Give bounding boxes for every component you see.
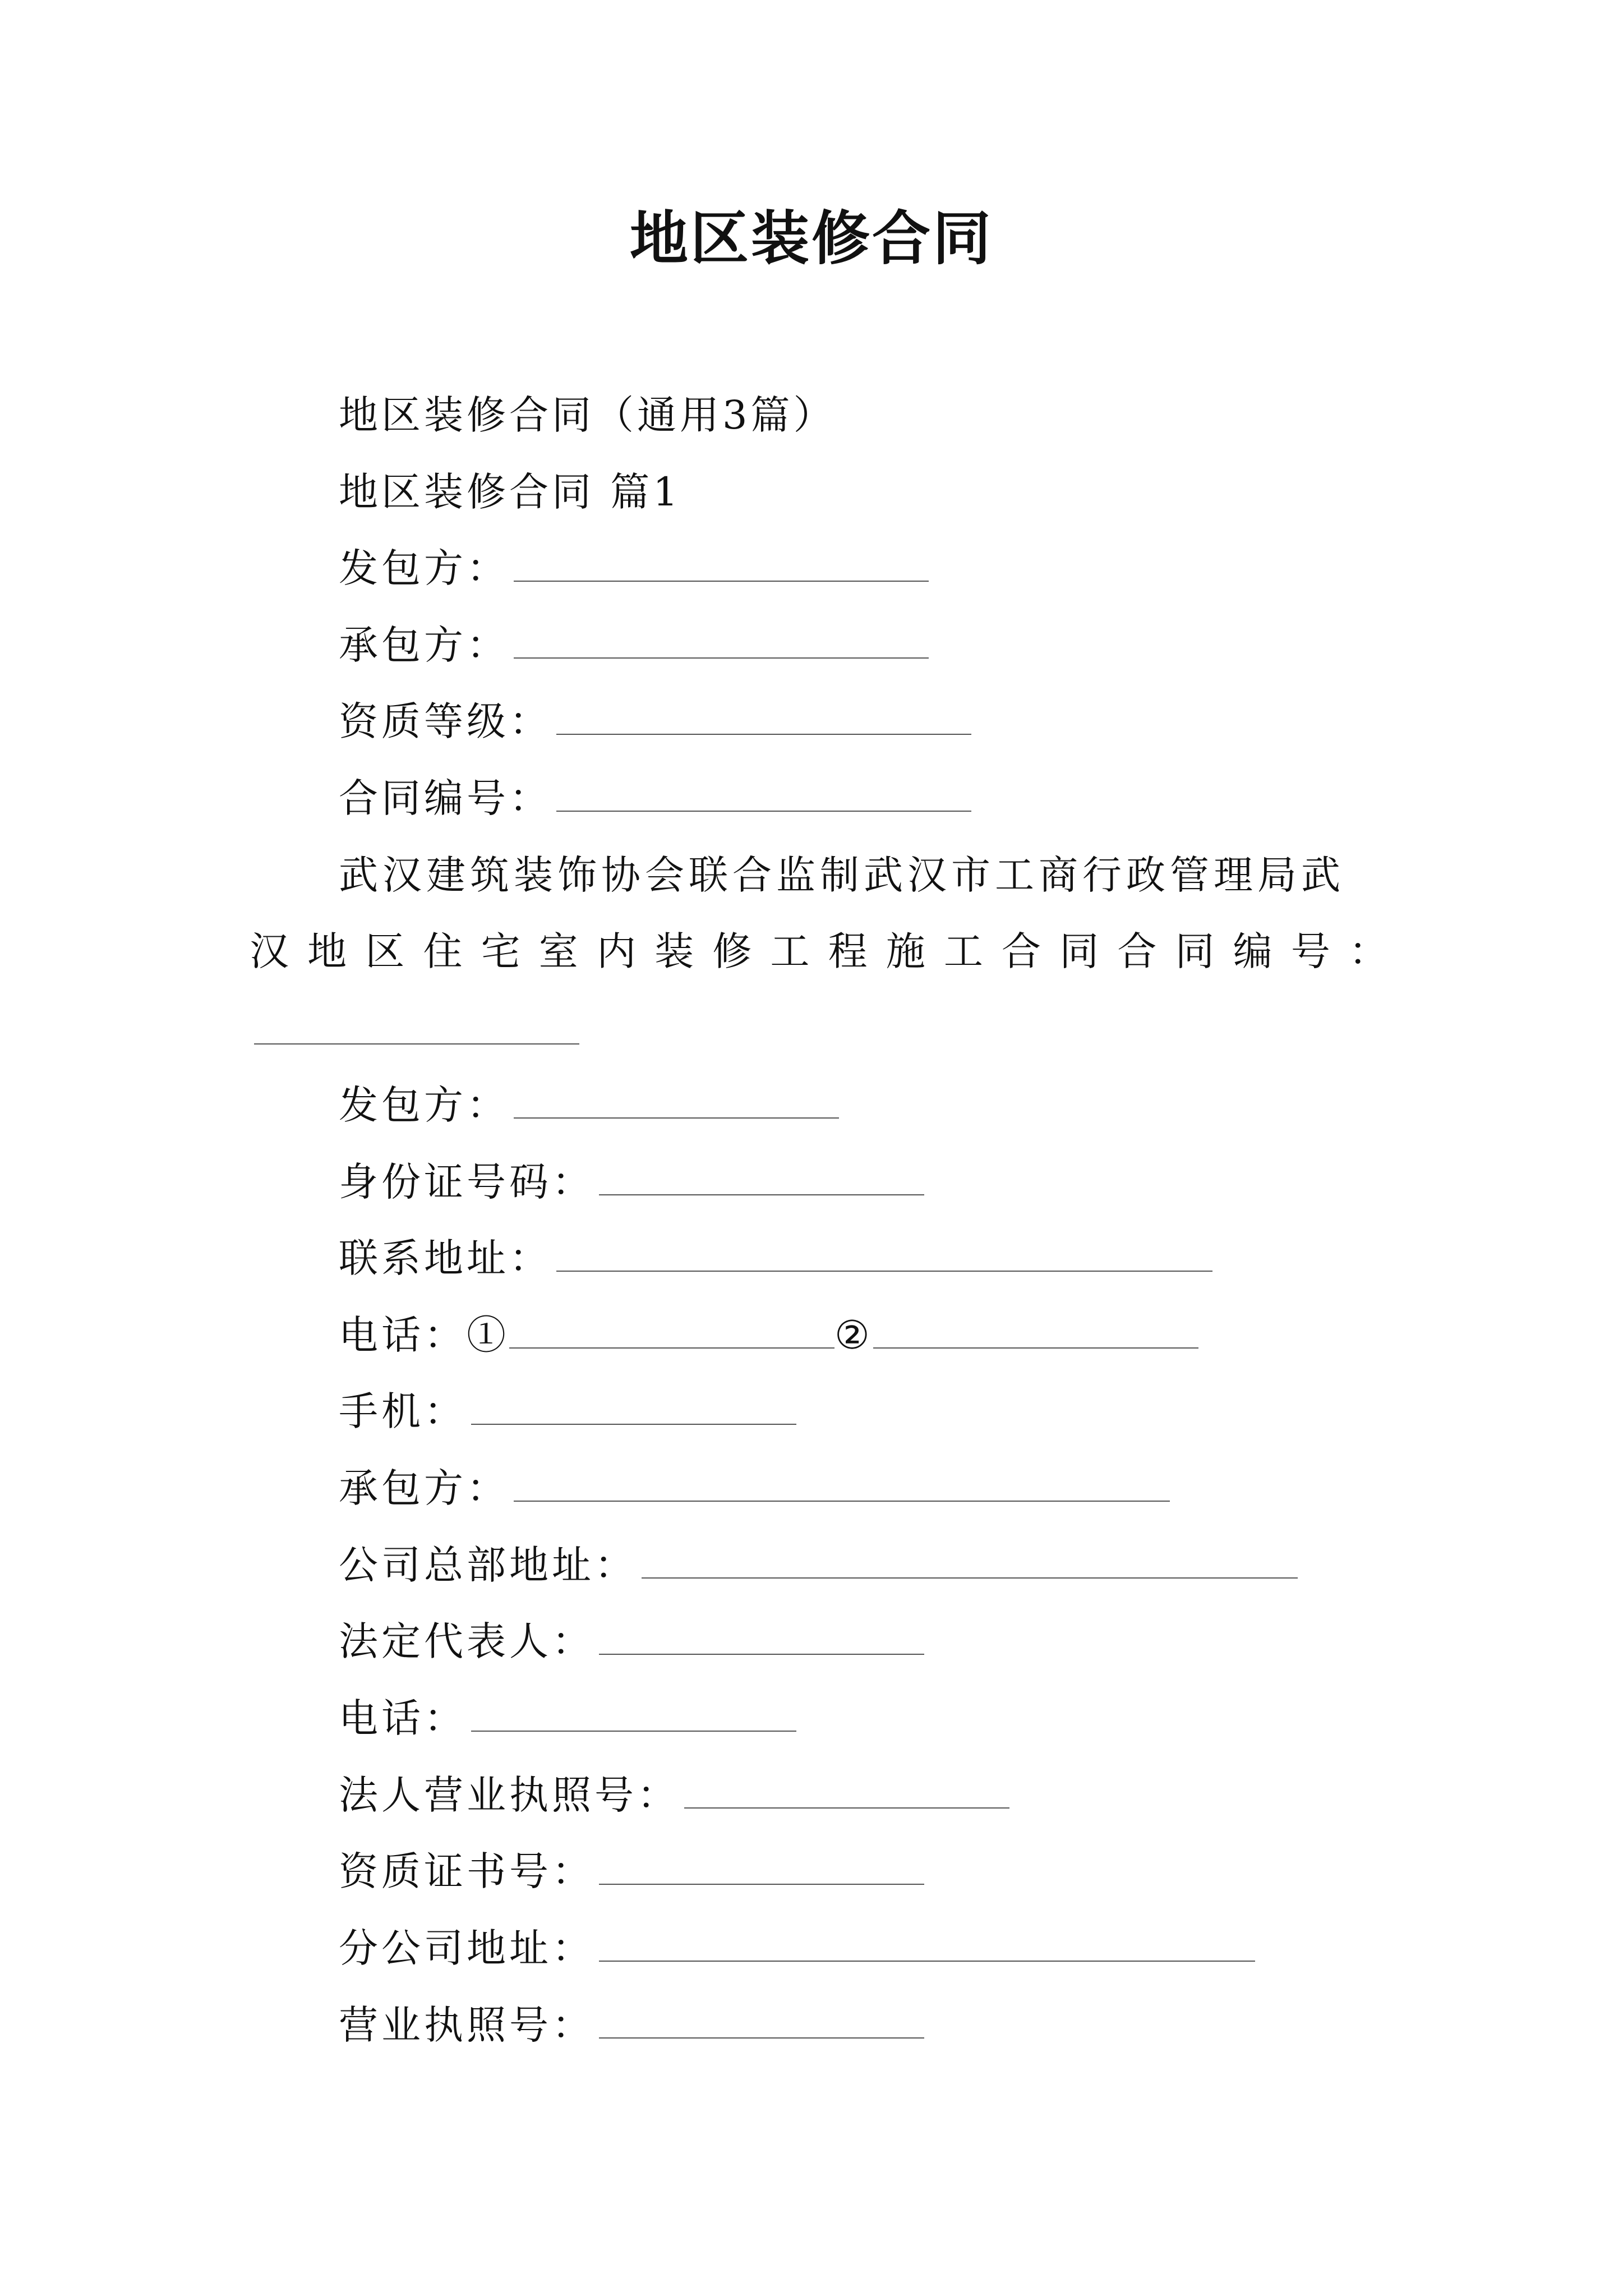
intro-char: 宅 [481, 928, 520, 974]
party-b-phone-blank[interactable] [471, 1699, 796, 1732]
party-b-branch [339, 1920, 1255, 1976]
intro-char: 合 [1117, 928, 1157, 974]
intro-char: 合 [1002, 928, 1041, 974]
field-label: 发包方： [339, 1082, 509, 1128]
party-b-branch-license-blank[interactable] [599, 2006, 924, 2039]
contract-no-blank[interactable] [556, 779, 971, 812]
party-b-phone [339, 1690, 796, 1746]
field-label: 营业执照号： [339, 2002, 594, 2048]
part-heading: 地区装修合同 篇1 [339, 469, 681, 515]
party-a-id [339, 1154, 924, 1210]
intro-char: 装 [654, 928, 694, 974]
contract-number-blank[interactable] [254, 1043, 579, 1045]
intro-line-2 [250, 923, 1388, 979]
party-b-license [339, 1767, 1009, 1823]
header-field-qualification [339, 693, 971, 749]
party-a-mobile-blank[interactable] [471, 1392, 796, 1425]
intro-char: 程 [828, 928, 868, 974]
employer-blank[interactable] [514, 549, 929, 582]
intro-char: 工 [943, 928, 983, 974]
party-a-phone-blank-2[interactable] [873, 1316, 1198, 1349]
field-label: 承包方： [339, 622, 509, 668]
party-b-license-blank[interactable] [684, 1776, 1009, 1809]
intro-char: 同 [1175, 928, 1215, 974]
header-field-contractor [339, 617, 929, 673]
qualification-blank[interactable] [556, 702, 971, 735]
intro-char: 住 [423, 928, 463, 974]
intro-char: 同 [1059, 928, 1099, 974]
intro-char: 内 [596, 928, 636, 974]
field-label: 承包方： [339, 1465, 509, 1511]
field-label: 资质证书号： [339, 1848, 594, 1894]
party-b-hq-blank[interactable] [642, 1546, 1298, 1579]
field-label: 手机： [339, 1388, 467, 1434]
field-label: 公司总部地址： [339, 1542, 637, 1588]
party-b-hq [339, 1537, 1298, 1593]
party-b-contractor [339, 1460, 1170, 1516]
intro-char: ： [1348, 928, 1388, 974]
field-label: 联系地址： [339, 1235, 552, 1281]
intro-char: 地 [307, 928, 347, 974]
subtitle: 地区装修合同（通用3篇） [339, 392, 836, 438]
field-label: 发包方： [339, 545, 509, 591]
intro-char: 号 [1290, 928, 1330, 974]
phone-mark-2: ② [834, 1312, 873, 1358]
intro-line-1: 武汉建筑装饰协会联合监制武汉市工商行政管理局武 [339, 852, 1345, 898]
party-b-contractor-blank[interactable] [514, 1469, 1170, 1502]
party-a-address-blank[interactable] [556, 1239, 1212, 1272]
field-label: 身份证号码： [339, 1159, 594, 1205]
field-label: 电话： [339, 1695, 467, 1741]
party-a-employer-blank[interactable] [514, 1086, 839, 1119]
party-b-cert-blank[interactable] [599, 1852, 924, 1885]
intro-char: 编 [1233, 928, 1272, 974]
intro-char: 施 [886, 928, 925, 974]
party-a-id-blank[interactable] [599, 1163, 924, 1195]
party-b-rep [339, 1613, 924, 1669]
phone-mark-1: ① [467, 1312, 509, 1358]
intro-char: 区 [365, 928, 405, 974]
intro-char: 工 [770, 928, 810, 974]
party-a-phone-blank-1[interactable] [509, 1316, 834, 1349]
party-a-phone [339, 1307, 1198, 1363]
party-b-rep-blank[interactable] [599, 1622, 924, 1655]
party-a-address [339, 1230, 1212, 1286]
intro-char: 汉 [250, 928, 289, 974]
party-b-branch-license [339, 1997, 924, 2053]
document-title: 地区装修合同 [629, 204, 993, 273]
intro-char: 室 [538, 928, 578, 974]
header-field-employer [339, 540, 929, 596]
field-label: 分公司地址： [339, 1925, 594, 1971]
field-label: 法定代表人： [339, 1618, 594, 1664]
header-field-contract-no [339, 770, 971, 826]
field-label: 资质等级： [339, 698, 552, 744]
party-b-branch-blank[interactable] [599, 1929, 1255, 1962]
party-a-employer [339, 1077, 839, 1133]
intro-char: 修 [712, 928, 752, 974]
field-label: 法人营业执照号： [339, 1772, 680, 1818]
party-a-mobile [339, 1383, 796, 1439]
party-b-cert [339, 1843, 924, 1899]
contractor-blank[interactable] [514, 626, 929, 659]
field-label: 合同编号： [339, 775, 552, 821]
field-label: 电话： [339, 1312, 467, 1358]
